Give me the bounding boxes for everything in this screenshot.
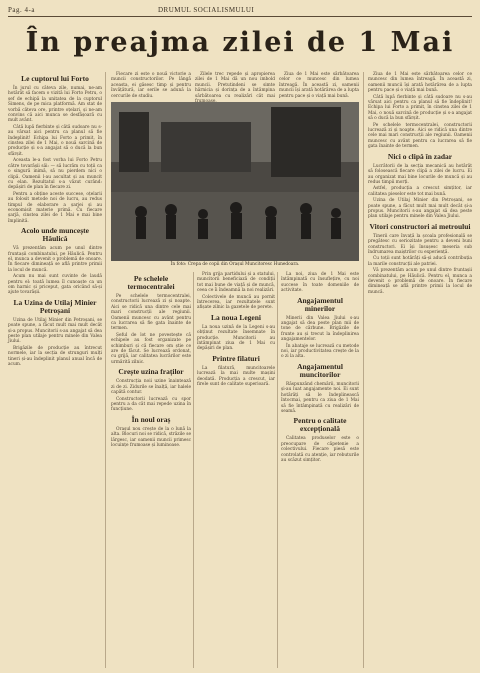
paragraph: Răspunzând chemării, muncitorii și-au luat angajamente noi. Ei sunt hotărâți să le îndeplinească întocmai, pentru ca ziua de 1 Mai să fie întâmpinată cu realizări de seamă.	[281, 381, 359, 414]
paragraph: Vă prezentăm acum pe unul dintre fruntașii combinatului, pe Hăulică. Pentru el, munca a devenit o problemă de onoare. În fiecare dimineață se află printre primii la locul de muncă.	[8, 246, 102, 273]
column-1	[8, 72, 102, 668]
paragraph: Șeful de lot ne povestește că echipele au fost organizate pe schimburi și că fiecare om știe ce are de făcut. Se lucrează ordonat, cu grijă, iar calitatea lucrărilor este urmărită zilnic.	[111, 332, 191, 365]
column-2	[111, 272, 191, 668]
paragraph: Zilele trec repede și apropierea zilei de 1 Mai dă un nou imbold muncii. Pretutindeni se simte hărnicia și dorința de a întâmpina sărbătoarea cu realizări cât mai	[195, 72, 275, 99]
paragraph: Vă prezentăm acum pe unul dintre fruntașii combinatului, pe Hăulică. Pentru el, munca a devenit o problemă de onoare. În fiecare dimineață se află printre primii la locul de muncă.	[368, 268, 472, 295]
column-3-top	[195, 72, 275, 100]
article-title: Vitori constructori ai metroului	[369, 221, 471, 231]
news-photo	[111, 102, 359, 261]
paragraph: Ziua de 1 Mai este sărbătoarea celor ce muncesc din lumea întreagă. În această zi, oamenii muncii își arată hotărârea de a lupta pentru pace și o viață mai bună.	[279, 72, 359, 99]
article-title: Angajamentul minerilor	[297, 295, 343, 313]
paragraph: Construcția noii uzine înaintează zi de zi. Zidurile se înalță, iar halele capătă contur.	[111, 379, 191, 396]
article-title: Pe schelele termocentralei	[127, 274, 175, 291]
column-5	[368, 72, 472, 668]
paragraph: Minerii din Valea Jiului s-au angajat să dea peste plan mii de tone de cărbune. Brigăzile de frunte au și trecut la îndeplinirea angajamentelor.	[281, 315, 359, 343]
article-title: La noua Legeni	[210, 312, 261, 322]
article-title: La Uzina de Utilaj Minier Petroșani	[13, 297, 97, 315]
paragraph: Acum nu mai sunt cuvinte de laudă pentru el: toată lumea îl cunoaște ca un om harnic și priceput, gata oricând să-și ajute tovarășii.	[8, 274, 102, 296]
paragraph: Câtă lupă fierbinte și câtă sudoare nu s-au vărsat aici pentru ca planul să fie îndeplinit! Echipa lui Forto a primit, în cinstea zilei de 1 Mai, o nouă sarcină de producție și s-a angajat să o ducă la bun sfârșit.	[368, 94, 472, 122]
newspaper-name: DRUMUL SOCIALISMULUI	[158, 6, 255, 14]
paragraph: Pe schelele termocentralei, constructorii lucrează zi și noapte. Aici se ridică una dintre cele mai mari construcții ale regiunii. Oamenii muncesc cu avânt pentru ca lucrarea să fie gata înainte de termen.	[111, 294, 191, 332]
paragraph: Colectivele de muncă au pornit întrecerea, iar rezultatele sunt afișate zilnic la gazetele de perete.	[197, 294, 275, 311]
column-4	[281, 272, 359, 668]
paragraph: Fiecare zi este o nouă victorie a muncii constructorilor. Pe lângă aceasta, ei găsesc timp și pentru învățătură, iar serile se adună la cercurile de studiu.	[111, 72, 191, 99]
column-divider	[363, 72, 364, 668]
paragraph: Prin grija partidului și a statului, muncitorii beneficiază de condiții tot mai bune de viață și de muncă, ceea ce îi îndeamnă la noi realizări.	[197, 272, 275, 294]
paragraph: La noua uzină de la Legeni s-au obținut rezultate însemnate în producție. Muncitorii au întâmpinat ziua de 1 Mai cu depășiri de plan.	[197, 324, 275, 352]
paragraph: Câtă lupă fierbinte și câtă sudoare nu s-au vărsat aici pentru ca planul să fie îndeplinit! Echipa lui Forto a primit, în cinstea zilei de 1 Mai, o nouă sarcină de producție și s-a angajat să o ducă la bun sfârșit.	[8, 124, 102, 157]
column-2-top	[111, 72, 191, 100]
article-title: Angajamentul muncitorilor	[297, 361, 343, 379]
paragraph: Cu toții sunt hotărâți să-și aducă contribuția la marile construcții ale patriei.	[368, 256, 472, 267]
paragraph: Astfel, producția a crescut simțitor, iar calitatea pieselor este tot mai bună.	[368, 186, 472, 197]
photo-image	[111, 102, 359, 261]
column-divider	[105, 72, 106, 668]
page-headline: În preajma zilei de 1 Mai	[25, 27, 455, 58]
column-3	[197, 272, 275, 668]
paragraph: Uzina de Utilaj Minier din Petroșani, se poate spune, a făcut mult mai mult decât și-a propus. Muncitorii s-au angajat să dea peste plan utilaje pentru minele din Valea Jiului.	[8, 317, 102, 345]
paragraph: Ziua de 1 Mai este sărbătoarea celor ce muncesc din lumea întreagă. În această zi, oamenii muncii își arată hotărârea de a lupta pentru pace și o viață mai bună.	[368, 72, 472, 94]
article-title: Le cuptorul lui Forto	[21, 74, 89, 83]
article-title: Crește uzina fraților	[118, 367, 184, 377]
paragraph: Tinerii care învață la școala profesională se pregătesc cu seriozitate pentru a deveni buni constructori. Ei își însușesc meseria sub îndrumarea maiștrilor cu experiență.	[368, 233, 472, 255]
paragraph: Pentru a obține aceste succese, oțelarii au folosit metode noi de lucru, au redus timpul de elaborare a șarjei și au economisit materie primă. Cu fiecare șarjă, cinstea zilei de 1 Mai e mai bine împlinită.	[8, 191, 102, 224]
article-title: Pentru o calitate excepțională	[293, 416, 347, 434]
header-rule	[8, 16, 472, 17]
photo-caption: În foto: Crepa de copii din Orașul Muncitoresc Hunedoara.	[170, 262, 300, 267]
paragraph: Lucrătorii de la secția mecanică au hotărât să folosească fiecare clipă a zilei de lucru. Ei au organizat mai bine locurile de muncă și au redus timpii morți.	[368, 163, 472, 185]
column-4-top	[279, 72, 359, 100]
paragraph: Aceasta le-a fost vorba lui Forto Petru către tovarășii săi: — să lucrăm cu toții ca o singură inimă, să nu pierdem nici o clipă. Oamenii l-au ascultat și au muncit cu elan. Rezultatul s-a văzut curând: depășiri de plan în fiecare zi.	[8, 158, 102, 191]
paragraph: Orașul nou crește de la o lună la alta. Blocuri noi se ridică, străzile se lărgesc, iar oamenii muncii primesc locuințe frumoase și luminoase.	[111, 426, 191, 448]
paragraph: La filatură, muncitoarele lucrează la mai multe mașini deodată. Producția a crescut, iar firele sunt de calitate superioară.	[197, 365, 275, 388]
column-divider	[277, 272, 278, 668]
paragraph: Calitatea produselor este o preocupare de căpetenie a colectivului. Fiecare piesă este controlată cu atenție, iar rebuturile au scăzut simțitor.	[281, 436, 359, 463]
paragraph: În abataje se lucrează cu metode noi, iar productivitatea crește de la o zi la alta.	[281, 343, 359, 360]
page-number: Pag. 4-a	[8, 6, 35, 14]
article-title: Printre filaturi	[212, 353, 260, 363]
paragraph: Brigăzile de producție au întrecut normele, iar la secția de strunguri mulți tineri și-au îndeplinit planul anual încă de acum.	[8, 345, 102, 368]
paragraph: Constructorii lucrează cu spor pentru a da cât mai repede uzina în funcțiune.	[111, 396, 191, 413]
paragraph: Pe schelele termocentralei, constructorii lucrează zi și noapte. Aici se ridică una dintre cele mai mari construcții ale regiunii. Oamenii muncesc cu avânt pentru ca lucrarea să fie gata înainte de termen.	[368, 122, 472, 150]
paragraph: În jurul cu câteva zile, numai, ne-am hotărât să facem o vizită lui Forto Petru, o șef de echipă la unitatea de la cuptorul Simens, de pe mica platformă. Am stat de vorbă câteva ore, printre oțelari, și ne-am convins că aici munca se desfășoară cu mult avânt.	[8, 86, 102, 124]
paragraph: Uzina de Utilaj Minier din Petroșani, se poate spune, a făcut mult mai mult decât și-a propus. Muncitorii s-au angajat să dea peste plan utilaje pentru minele din Valea Jiului.	[368, 198, 472, 220]
article-title: Nici o clipă în zadar	[387, 151, 453, 161]
article-title: În noul oraș	[131, 414, 171, 424]
article-title: Acolo unde muncește Hăulică	[21, 226, 89, 244]
paragraph: La noi, ziua de 1 Mai este întâmpinată cu însuflețire, cu noi succese în toate domeniile de activitate.	[281, 272, 359, 294]
column-divider	[193, 272, 194, 668]
